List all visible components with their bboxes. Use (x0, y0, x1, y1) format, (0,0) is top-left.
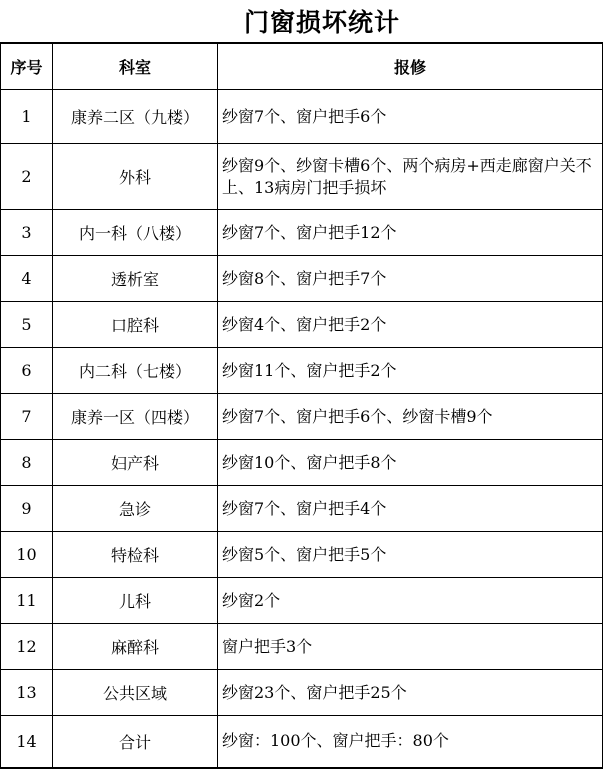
row-repair: 纱窗2个 (218, 578, 603, 624)
table-header-row (1, 43, 603, 90)
table-row (1, 670, 603, 716)
table-row (1, 90, 603, 144)
row-dept: 内二科（七楼） (53, 348, 218, 394)
row-repair: 纱窗4个、窗户把手2个 (218, 302, 603, 348)
row-dept: 口腔科 (53, 302, 218, 348)
table-row (1, 716, 603, 768)
row-dept: 康养二区（九楼） (53, 90, 218, 144)
row-num: 10 (1, 532, 53, 578)
row-num: 14 (1, 716, 53, 768)
row-repair: 纱窗9个、纱窗卡槽6个、两个病房+西走廊窗户关不上、13病房门把手损坏 (218, 144, 603, 210)
table-row (1, 440, 603, 486)
row-repair: 窗户把手3个 (218, 624, 603, 670)
row-repair: 纱窗7个、窗户把手6个、纱窗卡槽9个 (218, 394, 603, 440)
row-dept: 儿科 (53, 578, 218, 624)
row-repair: 纱窗7个、窗户把手6个 (218, 90, 603, 144)
table-row (1, 486, 603, 532)
table-row (1, 624, 603, 670)
row-repair: 纱窗8个、窗户把手7个 (218, 256, 603, 302)
row-repair: 纱窗7个、窗户把手4个 (218, 486, 603, 532)
row-dept: 康养一区（四楼） (53, 394, 218, 440)
row-num: 4 (1, 256, 53, 302)
row-repair: 纱窗7个、窗户把手12个 (218, 210, 603, 256)
row-dept: 急诊 (53, 486, 218, 532)
table-row (1, 256, 603, 302)
row-dept: 妇产科 (53, 440, 218, 486)
header-repair: 报修 (218, 43, 603, 90)
row-dept: 公共区域 (53, 670, 218, 716)
header-dept: 科室 (53, 43, 218, 90)
row-num: 9 (1, 486, 53, 532)
row-repair: 纱窗：100个、窗户把手：80个 (218, 716, 603, 768)
header-num: 序号 (1, 43, 53, 90)
row-num: 7 (1, 394, 53, 440)
table-row (1, 532, 603, 578)
row-num: 5 (1, 302, 53, 348)
row-dept: 麻醉科 (53, 624, 218, 670)
table-row (1, 394, 603, 440)
table-row (1, 578, 603, 624)
row-repair: 纱窗5个、窗户把手5个 (218, 532, 603, 578)
row-repair: 纱窗23个、窗户把手25个 (218, 670, 603, 716)
row-num: 3 (1, 210, 53, 256)
row-num: 11 (1, 578, 53, 624)
row-num: 8 (1, 440, 53, 486)
table-row (1, 144, 603, 210)
row-dept: 合计 (53, 716, 218, 768)
damage-table (0, 42, 603, 769)
row-dept: 内一科（八楼） (53, 210, 218, 256)
row-repair: 纱窗10个、窗户把手8个 (218, 440, 603, 486)
table-row (1, 210, 603, 256)
row-repair: 纱窗11个、窗户把手2个 (218, 348, 603, 394)
row-num: 1 (1, 90, 53, 144)
table-row (1, 348, 603, 394)
row-dept: 外科 (53, 144, 218, 210)
table-row (1, 302, 603, 348)
row-num: 2 (1, 144, 53, 210)
page-title: 门窗损坏统计 (243, 8, 400, 37)
row-dept: 特检科 (53, 532, 218, 578)
row-dept: 透析室 (53, 256, 218, 302)
row-num: 6 (1, 348, 53, 394)
row-num: 12 (1, 624, 53, 670)
row-num: 13 (1, 670, 53, 716)
